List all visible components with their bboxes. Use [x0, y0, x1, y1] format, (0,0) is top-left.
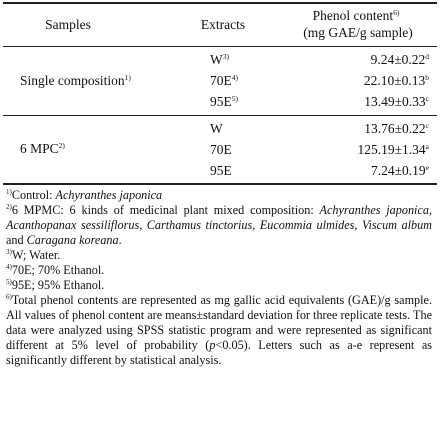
phenol-value-cell: [300, 52, 429, 68]
footnote-text: .: [118, 233, 122, 247]
extract-label: 95E: [210, 163, 232, 178]
group-label-sup: 2): [58, 141, 65, 150]
footnote-text: Total phenol contents are represented as mg gallic acid equivalents (GAE)/g sample. All values of phenol content are means±standard deviation for three replicate tests. The data were analyzed using SPSS statistic program and were represented as significant different at 5% level of probability (: [6, 293, 432, 352]
extract-cell: [210, 142, 232, 158]
header-phenol-text: Phenol content: [312, 8, 394, 23]
p-symbol: p: [209, 338, 216, 352]
footnote-mark: 4): [6, 263, 12, 271]
header-phenol-sup: 6): [393, 8, 400, 17]
header-phenol-line1: [286, 8, 426, 24]
extract-label: W: [210, 52, 223, 67]
extract-label: 70E: [210, 73, 232, 88]
significance-letter: a: [425, 142, 429, 151]
table-bottom-rule: [3, 183, 437, 185]
phenol-value-cell: [300, 94, 429, 110]
footnote-text: 70E; 70% Ethanol.: [11, 263, 105, 277]
extract-cell: [210, 94, 238, 110]
extract-cell: [210, 52, 229, 68]
group-label-sup: 1): [124, 73, 131, 82]
header-extracts: Extracts: [200, 17, 246, 32]
significance-letter: c: [425, 121, 429, 130]
phenol-value: 13.49±0.33: [364, 94, 426, 109]
header-samples: Samples: [45, 17, 91, 32]
phenol-value: 13.76±0.22: [364, 121, 426, 136]
table-footnotes: [6, 188, 432, 368]
footnote-text: and: [6, 233, 27, 247]
group-label-6mpc: [20, 141, 65, 157]
group-label-text: 6 MPC: [20, 141, 59, 156]
phenol-value: 22.10±0.13: [363, 73, 426, 88]
footnote-mark: 1): [6, 188, 12, 196]
footnote-mark: 2): [6, 203, 12, 211]
phenol-value-cell: [300, 121, 429, 137]
footnote-1: [6, 188, 432, 203]
significance-letter: c: [425, 94, 429, 103]
footnote-3: [6, 248, 432, 263]
extract-label: 70E: [210, 142, 232, 157]
footnote-text: W; Water.: [11, 248, 61, 262]
significance-letter: d: [425, 52, 429, 61]
group-label-text: Single composition: [20, 73, 125, 88]
footnote-text: Control:: [11, 188, 56, 202]
footnote-mark: 3): [6, 248, 12, 256]
extract-sup: 5): [231, 94, 238, 103]
footnote-4: [6, 263, 432, 278]
extract-label: W: [210, 121, 223, 136]
header-phenol-line2: (mg GAE/g sample): [303, 25, 413, 40]
species-name: Achyranthes japonica: [55, 188, 163, 202]
phenol-value: 9.24±0.22: [370, 52, 426, 67]
group-label-single: [20, 73, 131, 89]
phenol-value-cell: [300, 73, 429, 89]
significance-letter: b: [425, 73, 429, 82]
extract-cell: [210, 121, 223, 137]
phenol-value-cell: [300, 163, 429, 179]
extract-sup: 4): [231, 73, 238, 82]
extract-cell: [210, 73, 238, 89]
footnote-6: [6, 293, 432, 368]
footnote-5: [6, 278, 432, 293]
phenol-value-cell: [300, 142, 429, 158]
footnote-mark: 6): [6, 293, 12, 301]
header-bottom-rule: [3, 46, 437, 47]
species-name: Caragana koreana: [26, 233, 119, 247]
footnote-text: <0.05). Letters such as a-e represent as significantly different by statistical analysis.: [6, 338, 433, 367]
phenol-value: 125.19±1.34: [357, 142, 426, 157]
footnote-2: [6, 203, 432, 248]
footnote-text: 6 MPMC: 6 kinds of medicinal plant mixed composition:: [11, 203, 320, 217]
table-top-rule: [3, 2, 437, 4]
significance-letter: e: [425, 163, 429, 172]
phenol-value: 7.24±0.19: [370, 163, 426, 178]
species-list: Achyranthes japonica, Acanthopanax sessiliflorus, Carthamus tinctorius, Eucommia ulmides, Viscum album: [6, 203, 432, 232]
group-divider-rule: [3, 115, 437, 116]
extract-sup: 3): [222, 52, 229, 61]
footnote-mark: 5): [6, 278, 12, 286]
footnote-text: 95E; 95% Ethanol.: [11, 278, 105, 292]
extract-label: 95E: [210, 94, 232, 109]
extract-cell: [210, 163, 232, 179]
